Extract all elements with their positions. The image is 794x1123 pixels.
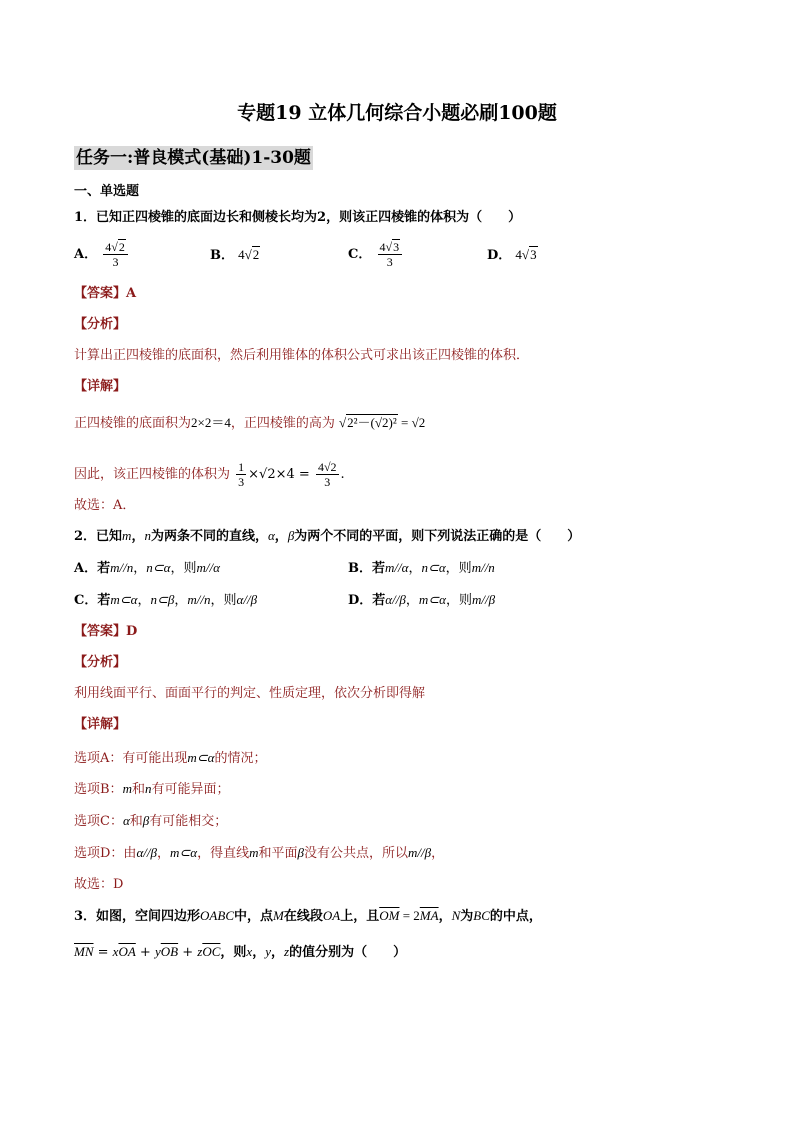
q2-option-b: B．若m//α，n⊂α，则m//n xyxy=(348,560,495,576)
q1-detail-1: 正四棱锥的底面积为2×2＝4，正四棱锥的高为 √2²－(√2)² = √2 xyxy=(74,415,426,431)
q2-conclusion: 故选：D xyxy=(74,877,124,892)
q2-option-a: A．若m//n，n⊂α，则m//α xyxy=(74,560,220,576)
q2-analysis-label: 【分析】 xyxy=(74,655,127,670)
q1-option-b: B． 4√2 xyxy=(210,247,260,263)
q1-detail-label: 【详解】 xyxy=(74,379,127,394)
q1-option-c: C． $\frac{4√3}{3}$ xyxy=(348,240,404,269)
q1-option-d: D． 4√3 xyxy=(487,247,537,263)
q2-detail-c: 选项C：α和β有可能相交； xyxy=(74,813,228,829)
page-title: 专题19 立体几何综合小题必刷100题 xyxy=(237,102,557,124)
q3-stem-2: $\overline{MN} = x\overline{OA} + y\overline{OB} + z\overline{OC}$，则x，y，z的值分别为（ ） xyxy=(74,944,407,960)
q1-detail-2: 因此，该正四棱锥的体积为 $\frac{1}{3}$ ×√2×4 = $\frac{4√2}{3}$ . xyxy=(74,460,345,489)
q2-detail-a: 选项A：有可能出现m⊂α的情况； xyxy=(74,750,267,766)
q1-stem: 1．已知正四棱锥的底面边长和侧棱长均为2，则该正四棱锥的体积为（ ） xyxy=(74,210,522,225)
task-heading: 任务一:普良模式(基础)1-30题 xyxy=(76,148,311,168)
q1-analysis-label: 【分析】 xyxy=(74,317,127,332)
q2-option-c: C．若m⊂α，n⊂β，m//n，则α//β xyxy=(74,592,258,608)
q2-analysis: 利用线面平行、面面平行的判定、性质定理，依次分析即得解 xyxy=(74,686,426,701)
section-heading: 一、单选题 xyxy=(74,184,140,199)
q1-answer: 【答案】A xyxy=(74,286,137,301)
q2-stem: 2．已知m，n为两条不同的直线，α，β为两个不同的平面，则下列说法正确的是（ ） xyxy=(74,528,581,544)
q1-analysis: 计算出正四棱锥的底面积，然后利用锥体的体积公式可求出该正四棱锥的体积． xyxy=(74,348,530,363)
q3-stem-1: 3．如图，空间四边形OABC中，点M在线段OA上，且$\overline{OM} = 2\overline{MA}$，N为BC的中点， xyxy=(74,908,542,924)
q2-answer: 【答案】D xyxy=(74,624,138,639)
q2-detail-b: 选项B：m和n有可能异面； xyxy=(74,781,230,797)
q1-conclusion: 故选：A． xyxy=(74,498,136,513)
q2-option-d: D．若α//β，m⊂α，则m//β xyxy=(348,592,496,608)
q2-detail-d: 选项D：由α//β，m⊂α，得直线m和平面β没有公共点，所以m//β， xyxy=(74,845,445,861)
q1-option-a: A． $\frac{4√2}{3}$ xyxy=(74,240,130,269)
q2-detail-label: 【详解】 xyxy=(74,717,127,732)
